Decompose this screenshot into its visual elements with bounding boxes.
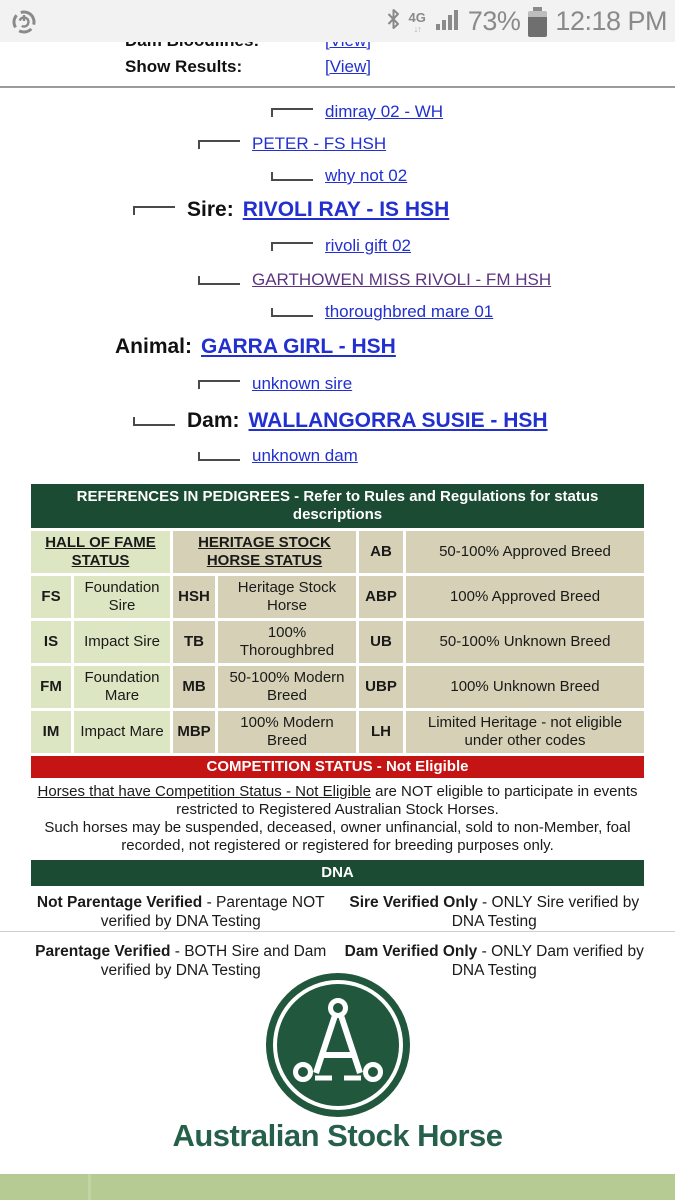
- pedigree-row: [0, 264, 675, 296]
- desc-cell: Foundation Mare: [74, 666, 170, 708]
- horse-link-unknown-dam[interactable]: unknown dam: [252, 446, 358, 465]
- pedigree-row: [0, 366, 675, 402]
- code-cell: MB: [173, 666, 215, 708]
- tree-connector-icon: [271, 308, 313, 317]
- horse-link-rivoli-gift[interactable]: rivoli gift 02: [325, 236, 411, 255]
- tree-connector-icon: [271, 242, 313, 251]
- divider: [88, 1174, 91, 1200]
- battery-icon: [528, 7, 547, 37]
- pedigree-row: [0, 96, 675, 128]
- code-cell: IM: [31, 711, 71, 753]
- references-title: REFERENCES IN PEDIGREES - Refer to Rules and Regulations for status descriptions: [31, 484, 644, 528]
- competition-line2: Such horses may be suspended, deceased, owner unfinancial, sold to non-Member, foal recorded, not registered or registered for breeding purposes only.: [44, 819, 631, 854]
- horse-link-rivoli-ray[interactable]: RIVOLI RAY - IS HSH: [242, 198, 450, 221]
- desc-cell: Impact Sire: [74, 621, 170, 663]
- horse-link-garra-girl[interactable]: GARRA GIRL - HSH: [201, 335, 396, 358]
- table-row: [31, 621, 644, 663]
- code-cell: LH: [359, 711, 403, 753]
- dna-item: Sire Verified Only - ONLY Sire verified by DNA Testing: [349, 894, 640, 931]
- desc-cell: Heritage Stock Horse: [218, 576, 356, 618]
- tree-connector-icon: [198, 380, 240, 389]
- table-row: [31, 666, 644, 708]
- pedigree-row: [0, 228, 675, 264]
- code-cell: AB: [359, 531, 403, 573]
- brand-name: Australian Stock Horse: [172, 1118, 503, 1153]
- desc-cell: 50-100% Modern Breed: [218, 666, 356, 708]
- tree-connector-icon: [271, 108, 313, 117]
- code-cell: TB: [173, 621, 215, 663]
- tree-connector-icon: [271, 172, 313, 181]
- network-4g-icon: 4G ↓↑: [408, 9, 426, 34]
- pedigree-row-sire: [0, 192, 675, 228]
- pedigree-tree: [0, 96, 675, 472]
- desc-cell: Limited Heritage - not eligible under other codes: [406, 711, 644, 753]
- show-results-view-link[interactable]: [View]: [325, 57, 371, 76]
- desc-cell: 100% Modern Breed: [218, 711, 356, 753]
- desc-cell: 100% Unknown Breed: [406, 666, 644, 708]
- sire-label: Sire:: [187, 198, 234, 221]
- pedigree-row: [0, 296, 675, 328]
- code-cell: HSH: [173, 576, 215, 618]
- desc-cell: Foundation Sire: [74, 576, 170, 618]
- dna-item: Dam Verified Only - ONLY Dam verified by DNA Testing: [344, 942, 644, 980]
- show-results-row: [125, 55, 545, 79]
- pedigree-row-animal: [0, 328, 675, 366]
- status-clock: 12:18 PM: [555, 5, 667, 36]
- divider: [0, 86, 675, 88]
- horse-link-why-not[interactable]: why not 02: [325, 166, 408, 185]
- battery-percent: 73%: [467, 5, 521, 36]
- desc-cell: 100% Thoroughbred: [218, 621, 356, 663]
- dna-item: Not Parentage Verified - Parentage NOT verified by DNA Testing: [36, 894, 325, 931]
- pedigree-row: [0, 160, 675, 192]
- divider: [0, 931, 675, 932]
- desc-cell: 50-100% Approved Breed: [406, 531, 644, 573]
- desc-cell: 50-100% Unknown Breed: [406, 621, 644, 663]
- desc-cell: 100% Approved Breed: [406, 576, 644, 618]
- table-row: [31, 576, 644, 618]
- competition-status-banner: COMPETITION STATUS - Not Eligible: [31, 756, 644, 778]
- tree-connector-icon: [198, 140, 240, 149]
- code-cell: FS: [31, 576, 71, 618]
- tree-connector-icon: [198, 452, 240, 461]
- competition-line1: Horses that have Competition Status - Not Eligible are NOT eligible to participate in events restricted to Registered Australian Stock Horses.: [37, 783, 638, 818]
- show-results-label: Show Results:: [125, 57, 243, 76]
- hall-of-fame-header: HALL OF FAME STATUS: [31, 531, 170, 573]
- code-cell: FM: [31, 666, 71, 708]
- tree-connector-icon: [133, 417, 175, 426]
- competition-status-text: [31, 781, 644, 857]
- pedigree-row-dam: [0, 402, 675, 440]
- table-row: [31, 711, 644, 753]
- tree-connector-icon: [133, 206, 175, 215]
- ashs-logo-icon: [265, 972, 411, 1118]
- code-cell: UB: [359, 621, 403, 663]
- dna-item: Parentage Verified - BOTH Sire and Dam verified by DNA Testing: [35, 942, 327, 980]
- horse-link-thoroughbred-mare[interactable]: thoroughbred mare 01: [325, 302, 494, 321]
- code-cell: MBP: [173, 711, 215, 753]
- pedigree-row: [0, 440, 675, 472]
- power-saving-icon: [10, 7, 38, 40]
- dna-definitions: [31, 893, 644, 981]
- footer-band: [0, 1174, 675, 1200]
- horse-link-unknown-sire[interactable]: unknown sire: [252, 374, 353, 393]
- tree-connector-icon: [198, 276, 240, 285]
- horse-link-garthowen-miss-rivoli[interactable]: GARTHOWEN MISS RIVOLI - FM HSH: [252, 270, 552, 289]
- bluetooth-icon: [386, 7, 401, 36]
- horse-link-wallangorra-susie[interactable]: WALLANGORRA SUSIE - HSH: [248, 409, 548, 432]
- status-bar: [0, 0, 675, 42]
- horse-link-dimray[interactable]: dimray 02 - WH: [325, 102, 444, 121]
- code-cell: UBP: [359, 666, 403, 708]
- code-cell: IS: [31, 621, 71, 663]
- dam-label: Dam:: [187, 409, 240, 432]
- horse-link-peter[interactable]: PETER - FS HSH: [252, 134, 387, 153]
- dna-banner: DNA: [31, 860, 644, 886]
- heritage-header: HERITAGE STOCK HORSE STATUS: [173, 531, 356, 573]
- animal-label: Animal:: [115, 335, 193, 358]
- desc-cell: Impact Mare: [74, 711, 170, 753]
- code-cell: ABP: [359, 576, 403, 618]
- signal-strength-icon: [434, 6, 460, 37]
- pedigree-row: [0, 128, 675, 160]
- references-table: [28, 481, 647, 984]
